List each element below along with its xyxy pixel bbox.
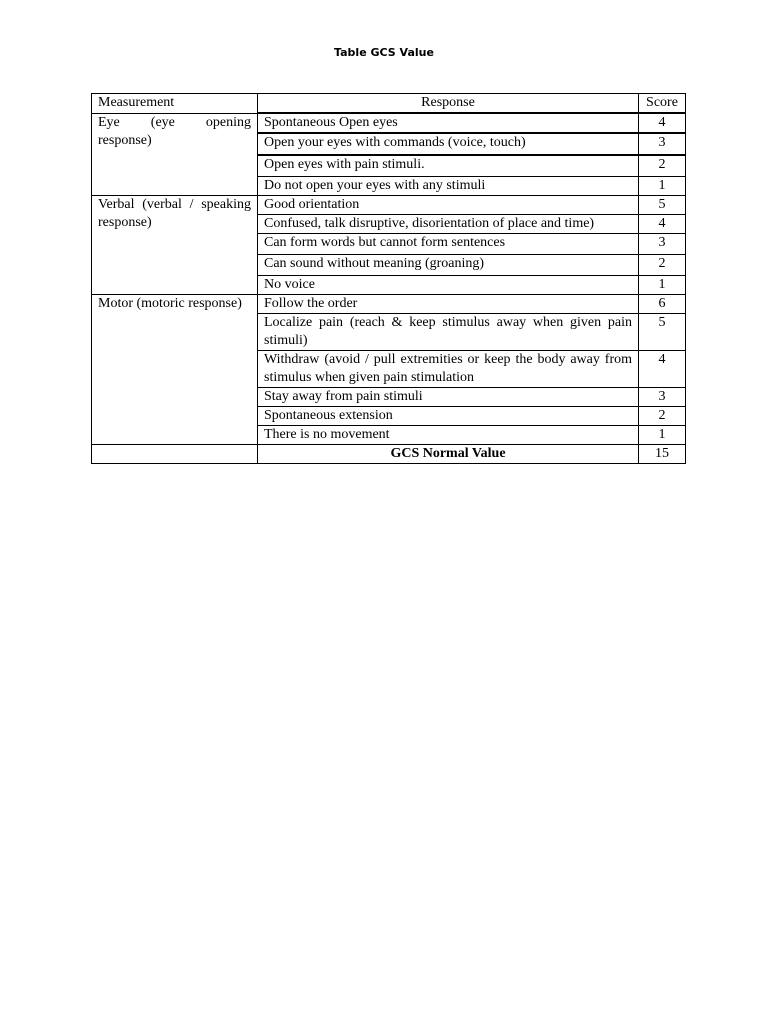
gcs-table	[91, 93, 686, 464]
page-title: Table GCS Value	[334, 46, 434, 59]
response-cell: Follow the order	[258, 295, 639, 314]
header-response: Response	[258, 94, 639, 114]
score-cell: 1	[639, 276, 686, 295]
measurement-motor: Motor (motoric response)	[92, 295, 258, 445]
header-measurement: Measurement	[92, 94, 258, 114]
score-cell: 2	[639, 155, 686, 177]
score-cell: 2	[639, 255, 686, 276]
score-cell: 1	[639, 177, 686, 196]
response-cell: Stay away from pain stimuli	[258, 388, 639, 407]
score-cell: 5	[639, 314, 686, 351]
score-cell: 4	[639, 351, 686, 388]
score-cell: 6	[639, 295, 686, 314]
measurement-eye: Eye (eye opening response)	[92, 113, 258, 196]
score-cell: 1	[639, 426, 686, 445]
response-cell: Spontaneous extension	[258, 407, 639, 426]
response-cell: Open eyes with pain stimuli.	[258, 155, 639, 177]
total-label: GCS Normal Value	[258, 445, 639, 464]
table-total-row	[92, 445, 686, 464]
header-score: Score	[639, 94, 686, 114]
response-cell: Spontaneous Open eyes	[258, 113, 639, 133]
response-cell: There is no movement	[258, 426, 639, 445]
table-row	[92, 295, 686, 314]
table-header-row	[92, 94, 686, 114]
score-cell: 2	[639, 407, 686, 426]
table-row	[92, 196, 686, 215]
response-cell: Do not open your eyes with any stimuli	[258, 177, 639, 196]
response-cell: Withdraw (avoid / pull extremities or keep the body away from stimulus when given pain stimulation	[258, 351, 639, 388]
score-cell: 4	[639, 113, 686, 133]
score-cell: 4	[639, 215, 686, 234]
response-cell: No voice	[258, 276, 639, 295]
measurement-verbal: Verbal (verbal / speaking response)	[92, 196, 258, 295]
table-row	[92, 113, 686, 133]
response-cell: Localize pain (reach & keep stimulus away when given pain stimuli)	[258, 314, 639, 351]
response-cell: Can sound without meaning (groaning)	[258, 255, 639, 276]
response-cell: Confused, talk disruptive, disorientation of place and time)	[258, 215, 639, 234]
score-cell: 5	[639, 196, 686, 215]
response-cell: Can form words but cannot form sentences	[258, 234, 639, 255]
score-cell: 3	[639, 388, 686, 407]
response-cell: Open your eyes with commands (voice, touch)	[258, 133, 639, 155]
response-cell: Good orientation	[258, 196, 639, 215]
score-cell: 3	[639, 234, 686, 255]
total-score: 15	[639, 445, 686, 464]
total-empty-cell	[92, 445, 258, 464]
score-cell: 3	[639, 133, 686, 155]
